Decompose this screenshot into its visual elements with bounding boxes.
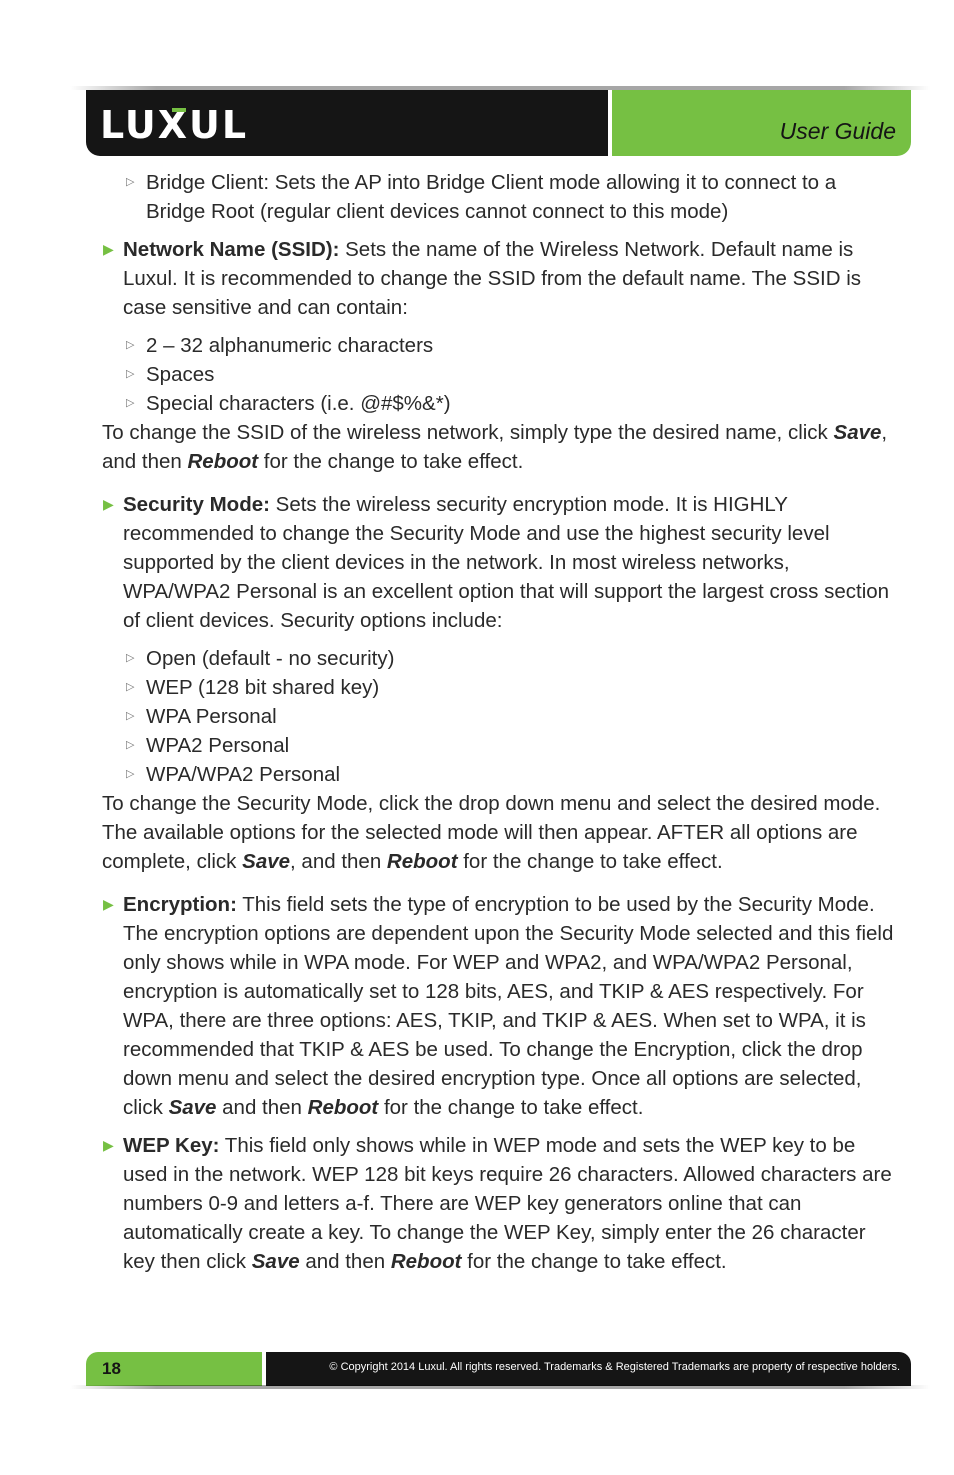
reboot-term: Reboot — [187, 450, 259, 473]
security-item: WEP (128 bit shared key) — [146, 676, 380, 699]
list-item — [102, 760, 897, 789]
bullet-triangle-icon: ▷ — [126, 397, 135, 409]
save-term: Save — [242, 850, 291, 873]
bullet-triangle-icon: ▷ — [126, 368, 135, 380]
bullet-arrow-icon: ▶ — [103, 1137, 114, 1153]
wep-key-label: WEP Key: — [123, 1134, 220, 1157]
save-term: Save — [251, 1250, 300, 1273]
save-term: Save — [833, 421, 882, 444]
luxul-logo — [100, 104, 280, 144]
bullet-triangle-icon: ▷ — [126, 739, 135, 751]
page-number: 18 — [102, 1359, 121, 1378]
wep-key-section: ▶ WEP Key: This field only shows while in WEP mode and sets the WEP key to be used in the network. WEP 128 bit keys require 26 characters. Allowed characters are numbers 0-9 and letters a-f. There are WEP key generators online that can automatically create a key. To change the WEP Key, simply enter the 26 character key then click Save and then Reboot for the change to take effect. — [102, 1131, 897, 1276]
reboot-term: Reboot — [390, 1250, 462, 1273]
security-mode-section — [102, 490, 897, 635]
page-content — [102, 168, 897, 1276]
ssid-item: Spaces — [146, 363, 215, 386]
security-item: Open (default - no security) — [146, 647, 395, 670]
security-item: WPA/WPA2 Personal — [146, 763, 341, 786]
reboot-term: Reboot — [307, 1096, 379, 1119]
security-mode-label: Security Mode: — [123, 493, 270, 516]
logo-text: LUXUL — [100, 104, 249, 144]
copyright-text: © Copyright 2014 Luxul. All rights reserved. Trademarks & Registered Trademarks are property of respective holders. — [329, 1361, 900, 1373]
encryption-label: Encryption: — [123, 893, 237, 916]
security-note: To change the Security Mode, click the drop down menu and select the desired mode. The available options for the selected mode will then appear. AFTER all options are complete, click Save, and then Reboot for the change to take effect. — [102, 792, 881, 873]
security-mode-text: Sets the wireless security encryption mode. It is HIGHLY recommended to change the Security Mode and use the highest security level supported by the client devices in the network. In most wireless networks, WPA/WPA2 Personal is an excellent option that will support the largest cross section of client devices. Security options include: — [123, 493, 890, 632]
bullet-arrow-icon: ▶ — [103, 241, 114, 257]
bullet-arrow-icon: ▶ — [103, 496, 114, 512]
bullet-triangle-icon: ▷ — [126, 176, 135, 188]
list-item — [102, 673, 897, 702]
ssid-text: Sets the name of the Wireless Network. Default name is Luxul. It is recommended to change the SSID from the default name. The SSID is case sensitive and can contain: — [123, 238, 861, 319]
ssid-item: 2 – 32 alphanumeric characters — [146, 334, 434, 357]
list-item — [102, 168, 897, 226]
bullet-triangle-icon: ▷ — [126, 652, 135, 664]
ssid-label: Network Name (SSID): — [123, 238, 340, 261]
ssid-note: To change the SSID of the wireless network, simply type the desired name, click Save, and then Reboot for the change to take effect. — [102, 421, 888, 473]
bullet-triangle-icon: ▷ — [126, 339, 135, 351]
bullet-arrow-icon: ▶ — [103, 896, 114, 912]
list-item — [102, 389, 897, 418]
bullet-triangle-icon: ▷ — [126, 710, 135, 722]
encryption-section: ▶ Encryption: This field sets the type of encryption to be used by the Security Mode. The encryption options are dependent upon the Security Mode selected and this field only shows while in WPA mode. For WEP and WPA2, and WPA/WPA2 Personal, encryption is automatically set to 128 bits, AES, and TKIP & AES respectively. For WPA, there are three options: AES, TKIP, and TKIP & AES. When set to WPA, it is recommended that TKIP & AES be used. To change the Encryption, click the drop down menu and select the desired encryption type. Once all options are selected, click Save and then Reboot for the change to take effect. — [102, 890, 897, 1122]
guide-title: User Guide — [779, 118, 896, 144]
list-item — [102, 360, 897, 389]
bridge-client-text: Bridge Client: Sets the AP into Bridge Client mode allowing it to connect to a Bridge Root (regular client devices cannot connect to this mode) — [146, 171, 837, 223]
save-term: Save — [168, 1096, 217, 1119]
security-item: WPA Personal — [146, 705, 277, 728]
security-item: WPA2 Personal — [146, 734, 290, 757]
bullet-triangle-icon: ▷ — [126, 768, 135, 780]
ssid-item: Special characters (i.e. @#$%&*) — [146, 392, 451, 415]
list-item — [102, 731, 897, 760]
list-item — [102, 331, 897, 360]
list-item — [102, 702, 897, 731]
bullet-triangle-icon: ▷ — [126, 681, 135, 693]
reboot-term: Reboot — [386, 850, 458, 873]
footer-shadow — [70, 1385, 930, 1389]
list-item — [102, 644, 897, 673]
ssid-section — [102, 235, 897, 322]
